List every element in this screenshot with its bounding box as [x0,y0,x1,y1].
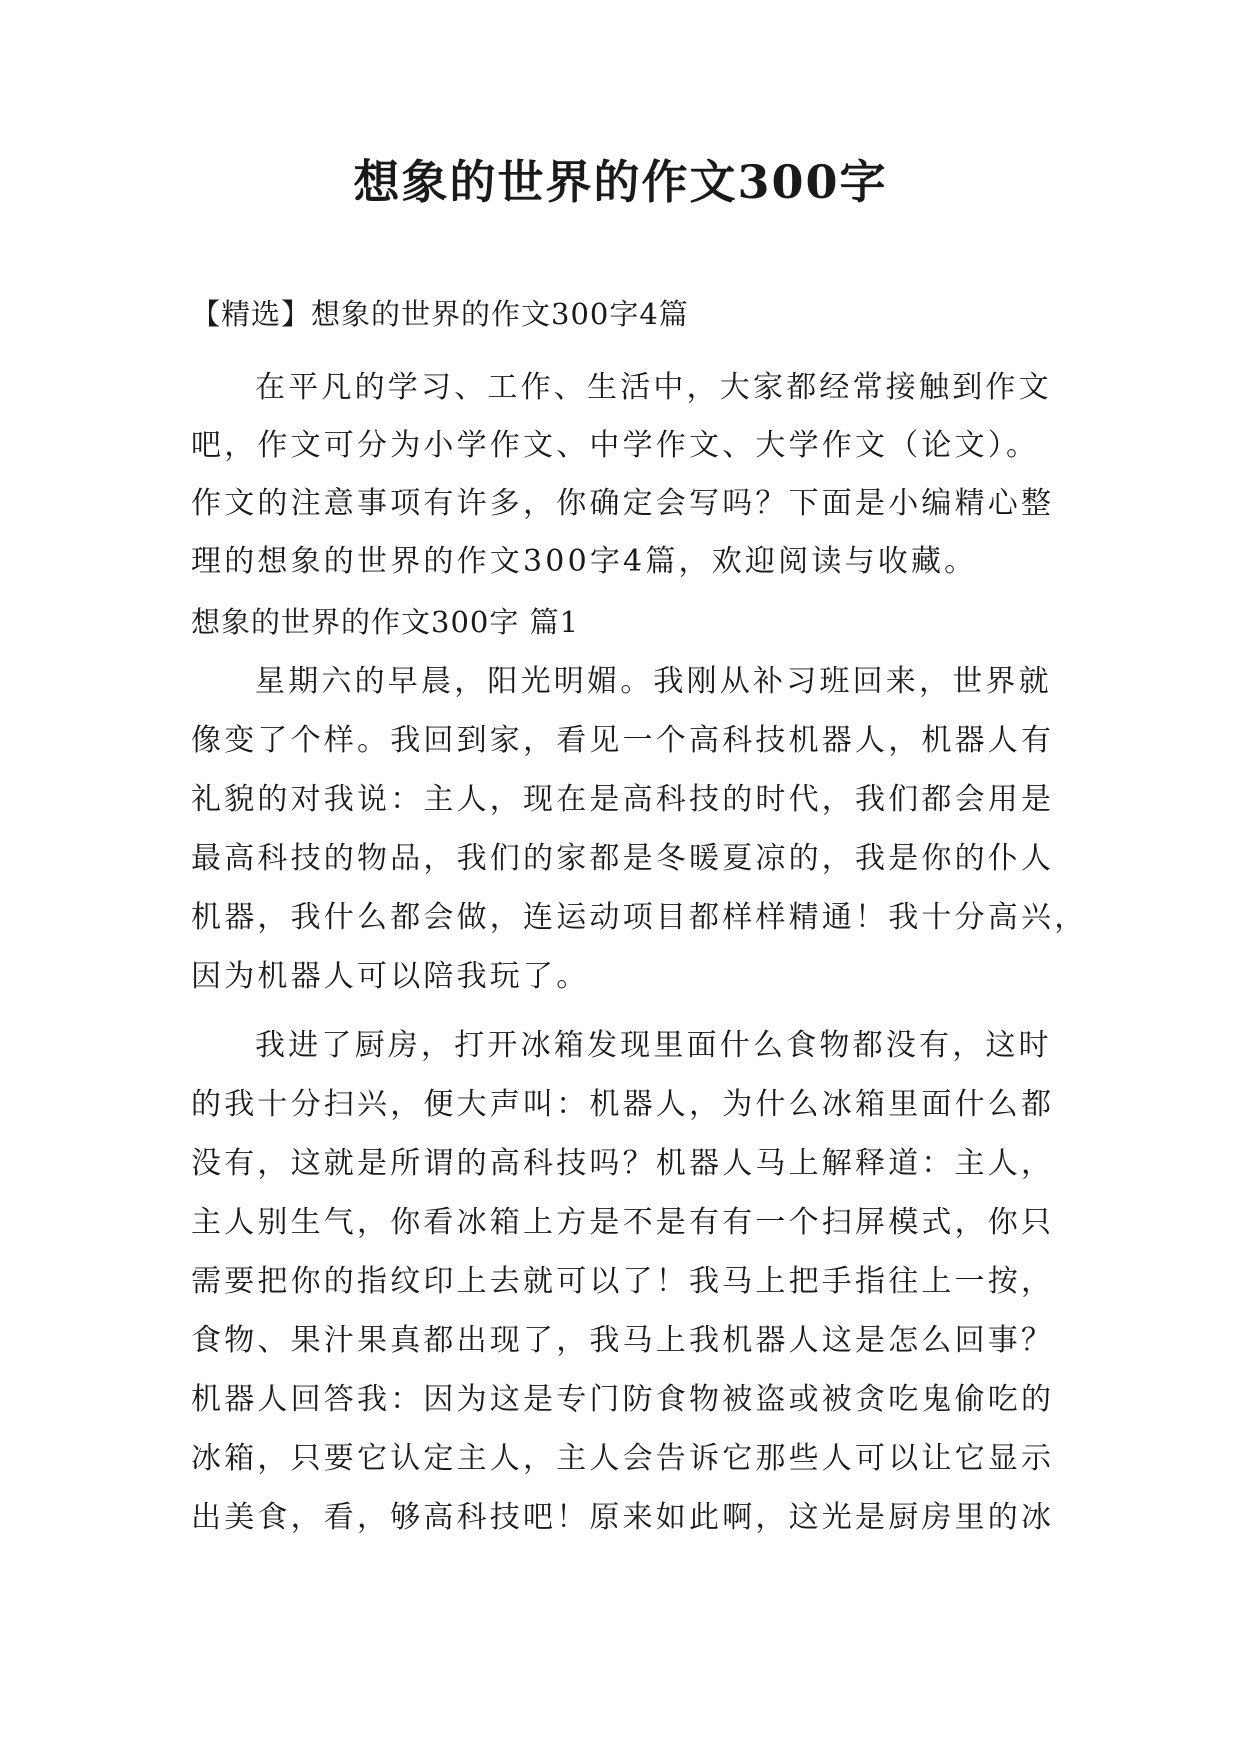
paragraph-line: 因为机器人可以陪我玩了。 [191,959,590,994]
intro-line: 理的想象的世界的作文300字4篇，欢迎阅读与收藏。 [191,544,978,579]
paragraph-line: 主人别生气，你看冰箱上方是不是有有一个扫屏模式，你只 [191,1205,1055,1240]
document-subtitle: 【精选】想象的世界的作文300字4篇 [191,297,689,331]
paragraph-line: 需要把你的指纹印上去就可以了！我马上把手指往上一按， [191,1264,1055,1299]
paragraph-line: 星期六的早晨，阳光明媚。我刚从补习班回来，世界就 [255,664,1052,699]
paragraph-line: 机器，我什么都会做，连运动项目都样样精通！我十分高兴， [191,900,1088,935]
intro-line: 作文的注意事项有许多，你确定会写吗？下面是小编精心整 [191,486,1055,521]
paragraph-line: 我进了厨房，打开冰箱发现里面什么食物都没有，这时 [255,1028,1052,1063]
intro-line: 吧，作文可分为小学作文、中学作文、大学作文（论文）。 [191,428,1040,463]
paragraph-line: 出美食，看，够高科技吧！原来如此啊，这光是厨房里的冰 [191,1500,1055,1535]
paragraph-line: 礼貌的对我说：主人，现在是高科技的时代，我们都会用是 [191,782,1055,817]
paragraph-line: 最高科技的物品，我们的家都是冬暖夏凉的，我是你的仆人 [191,841,1055,876]
document-title: 想象的世界的作文300字 [353,155,888,209]
paragraph-line: 没有，这就是所谓的高科技吗？机器人马上解释道：主人， [191,1146,1055,1181]
paragraph-line: 机器人回答我：因为这是专门防食物被盗或被贪吃鬼偷吃的 [191,1382,1055,1417]
paragraph-line: 的我十分扫兴，便大声叫：机器人，为什么冰箱里面什么都 [191,1087,1055,1122]
paragraph-line: 食物、果汁果真都出现了，我马上我机器人这是怎么回事？ [191,1323,1055,1358]
section-heading: 想象的世界的作文300字 篇1 [191,605,580,639]
paragraph-line: 冰箱，只要它认定主人，主人会告诉它那些人可以让它显示 [191,1441,1055,1476]
paragraph-line: 像变了个样。我回到家，看见一个高科技机器人，机器人有 [191,723,1055,758]
intro-line: 在平凡的学习、工作、生活中，大家都经常接触到作文 [255,370,1052,405]
